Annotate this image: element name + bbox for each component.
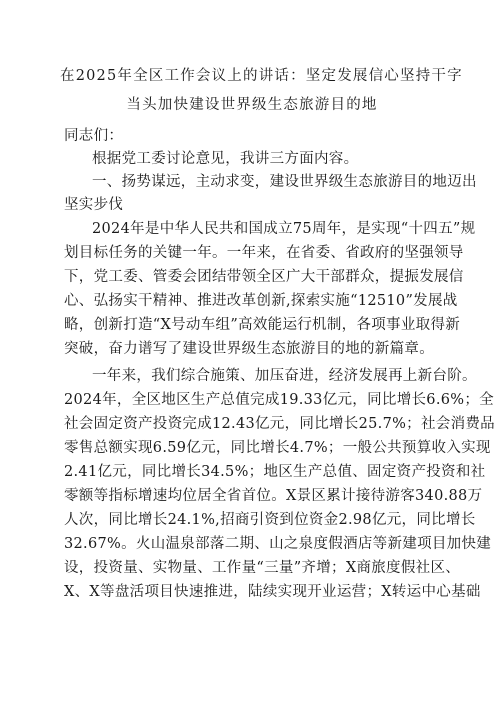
paragraph-line: 零售总额实现6.59亿元，同比增长4.7%；一般公共预算收入实现 — [64, 440, 491, 456]
paragraph-line: 下，党工委、管委会团结带领全区广大干部群众，提振发展信 — [64, 269, 464, 285]
paragraph-line: 划目标任务的关键一年。一年来，在省委、省政府的坚强领导 — [64, 245, 464, 261]
paragraph-line: 略，创新打造“X号动车组”高效能运行机制，各项事业取得新 — [64, 317, 461, 333]
section-heading-line: 一、扬势谋远，主动求变，建设世界级生态旅游目的地迈出 — [92, 174, 477, 190]
document-title-line-2: 当头加快建设世界级生态旅游目的地 — [126, 97, 378, 113]
paragraph-line: 2024年是中华人民共和国成立75周年，是实现“十四五”规 — [92, 221, 476, 237]
salutation: 同志们： — [64, 128, 124, 144]
section-heading-line: 坚实步伐 — [64, 197, 124, 213]
paragraph-line: 2.41亿元，同比增长34.5%；地区生产总值、固定资产投资和社 — [64, 464, 486, 480]
paragraph-line: 一年来，我们综合施策、加压奋进，经济发展再上新台阶。 — [92, 368, 477, 384]
paragraph-line: X、X等盘活项目快速推进，陆续实现开业运营；X转运中心基础 — [64, 584, 481, 600]
paragraph-line: 根据党工委讨论意见，我讲三方面内容。 — [92, 151, 359, 167]
document-title-line-1: 在2025年全区工作会议上的讲话：坚定发展信心坚持干字 — [60, 68, 463, 84]
paragraph-line: 人次，同比增长24.1%,招商引资到位资金2.98亿元，同比增长 — [64, 512, 476, 528]
paragraph-line: 社会固定资产投资完成12.43亿元，同比增长25.7%；社会消费品 — [64, 416, 495, 432]
paragraph-line: 心、弘扬实干精神、推进改革创新,探索实施“12510”发展战 — [64, 293, 458, 309]
paragraph-line: 2024年，全区地区生产总值完成19.33亿元，同比增长6.6%；全 — [64, 392, 494, 408]
paragraph-line: 零额等指标增速均位居全省首位。X景区累计接待游客340.88万 — [64, 488, 483, 504]
paragraph-line: 设，投资量、实物量、工作量“三量”齐增；X商旅度假社区、 — [64, 560, 461, 576]
paragraph-line: 32.67%。火山温泉部落二期、山之泉度假酒店等新建项目加快建 — [64, 536, 492, 552]
paragraph-line: 突破，奋力谱写了建设世界级生态旅游目的地的新篇章。 — [64, 341, 434, 357]
